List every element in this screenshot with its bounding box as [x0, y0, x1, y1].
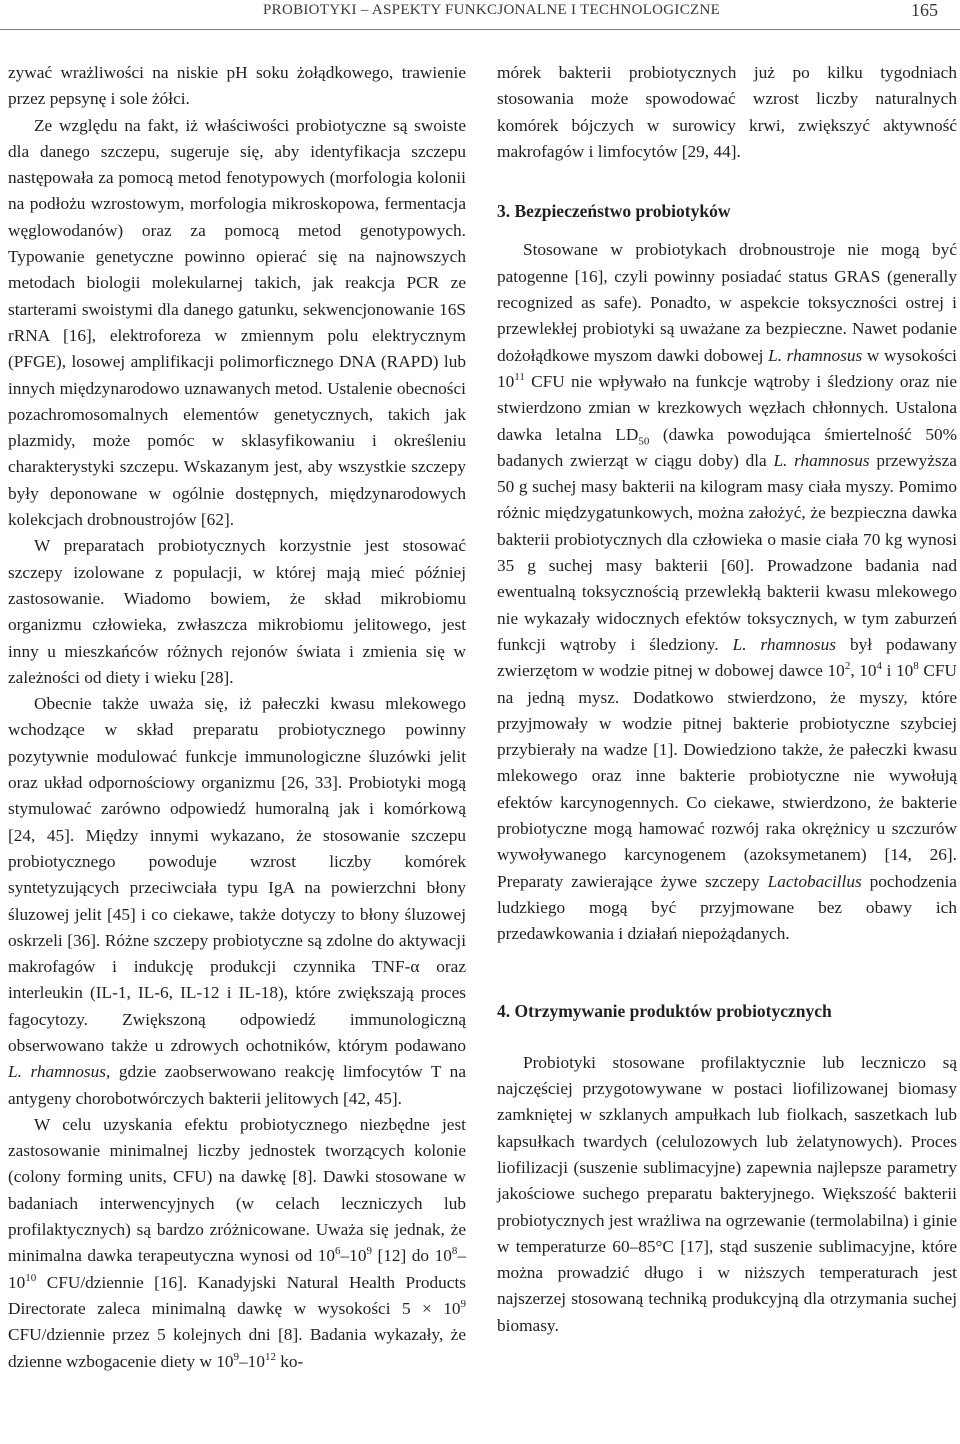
text-run: zywać wrażliwości na niskie pH soku żołądkowego, trawienie przez pepsynę i sole żółci.	[8, 63, 466, 109]
paragraph	[8, 60, 466, 113]
paragraph	[8, 533, 466, 691]
text-run: w wysokości 10	[497, 345, 957, 391]
paragraph	[8, 691, 466, 1112]
text-run: CFU na jedną mysz. Dodatkowo stwierdzono, że myszy, które przyjmowały w wodzie pitnej bakterie probiotyczne szybciej przybierały na wadze [1]. Dowiedziono także, że pałeczki kwasu mlekowego oraz inne bakterie probiotyczne nie wywołują efektów karcynogennych. Co ciekawe, stwierdzono, że bakterie probiotyczne mogą hamować rozwój raka okrężnicy u szczurów wywoływanego karcynogenem (azoksymetanem) [14, 26]. Preparaty zawierające żywe szczepy	[497, 661, 957, 891]
text-run: przewyższa 50 g suchej masy bakterii na kilogram masy ciała myszy. Pomimo różnic międzygatunkowych, można założyć, że bezpieczna dawka bakterii probiotycznych dla człowieka o masie ciała 70 kg wynosi 35 g suchej masy bakterii [60]. Prowadzone badania nad ewentualną toksycznością przewlekłą bakterii kwasu mlekowego nie wykazały widocznych efektów toksycznych, w tym zaburzeń funkcji wątroby i śledziony.	[497, 450, 957, 654]
sup-text: 9	[233, 1350, 240, 1363]
italic-text: L. rhamnosus	[732, 634, 836, 654]
paragraph	[497, 1050, 957, 1339]
sup-text: 12	[264, 1350, 276, 1363]
text-run: W celu uzyskania efektu probiotycznego niezbędne jest zastosowanie minimalnej liczby jednostek tworzących kolonie (colony forming units, CFU) na dawkę [8]. Dawki stosowane w badaniach interwencyjnych (w celach leczniczych lub profilaktycznych) są bardzo zróżnicowane. Uważa się jednak, że minimalna dawka terapeutyczna wynosi od 10	[8, 1114, 466, 1266]
sup-text: 11	[514, 371, 525, 384]
right-text-column	[497, 60, 957, 1339]
sup-text: 6	[335, 1245, 341, 1258]
italic-text: L. rhamnosus	[773, 450, 870, 470]
page-number: 165	[911, 0, 938, 20]
sub-text: 50	[638, 435, 650, 448]
sup-text: 8	[913, 660, 919, 673]
text-run: [12] do 10	[371, 1246, 452, 1266]
italic-text: L. rhamnosus,	[8, 1062, 111, 1082]
sup-text: 4	[876, 660, 883, 673]
italic-text: Lactobacillus	[767, 871, 862, 891]
text-run: 4. Otrzymywanie produktów probiotycznych	[497, 1000, 832, 1021]
paragraph	[497, 237, 957, 947]
text-run: –10	[340, 1246, 367, 1266]
text-run: Ze względu na fakt, iż właściwości probiotyczne są swoiste dla danego szczepu, sugeruje się, aby identyfikacja szczepu następowała za pomocą metod fenotypowych (morfologia kolonii na podłożu wzrostowym, morfologia mikroskopowa, fermentacja węglowodanów) oraz za pomocą metod genotypowych. Typowanie genetyczne powinno opierać się na najnowszych metodach biologii molekularnej takich, jak reakcja PCR ze starterami swoistymi dla danego gatunku, sekwencjonowanie 16S rRNA [16], elektroforeza w zmiennym polu elektrycznym (PFGE), losowej amplifikacji polimorficznego DNA (RAPD) lub innych międzynarodowo uznawanych metod. Ustalenie obecności pozachromosomalnych elementów genetycznych, takich jak plazmidy, może pomóc w sklasyfikowaniu i określeniu charakterystyki szczepu. Wskazanym jest, aby wszystkie szczepy były deponowane w ogólnie dostępnych, międzynarodowych kolekcjach drobnoustrojów [62].	[8, 115, 466, 530]
section-heading	[497, 998, 957, 1024]
page-header	[0, 0, 960, 30]
sup-text: 9	[366, 1245, 372, 1258]
paragraph	[8, 1112, 466, 1375]
header-rule	[0, 29, 960, 30]
paragraph	[8, 113, 466, 534]
running-title: PROBIOTYKI – ASPEKTY FUNKCJONALNE I TECHNOLOGICZNE	[263, 2, 721, 18]
text-run: CFU nie wpływało na funkcje wątroby i śledziony oraz nie stwierdzono zmian w krezkowych węzłach chłonnych. Ustalona dawka letalna LD	[497, 371, 957, 444]
text-run: CFU/dziennie przez 5 kolejnych dni [8]. Badania wykazały, że dzienne wzbogacenie diety w 10	[8, 1325, 466, 1371]
section-heading	[497, 198, 957, 224]
sup-text: 8	[451, 1245, 458, 1258]
text-run: , 10	[850, 661, 877, 681]
text-run: W preparatach probiotycznych korzystnie jest stosować szczepy izolowane z populacji, w której mają mieć później zastosowanie. Wiadomo bowiem, że skład mikrobiomu organizmu człowieka, zwłaszcza mikrobiomu jelitowego, jest inny u mieszkańców różnych rejonów świata i zmienia się w zależności od diety i wieku [28].	[8, 536, 466, 687]
sup-text: 2	[844, 660, 851, 673]
text-run: mórek bakterii probiotycznych już po kilku tygodniach stosowania może spowodować wzrost liczby naturalnych komórek bójczych w surowicy krwi, zwiększyć aktywność makrofagów i limfocytów [29, 44].	[497, 63, 957, 161]
text-run: (dawka powodująca śmiertelność 50% badanych zwierząt w ciągu doby) dla	[497, 424, 957, 470]
left-text-column	[8, 60, 466, 1375]
text-run: gdzie zaobserwowano reakcję limfocytów T na antygeny chorobotwórczych bakterii jelitowych [42, 45].	[8, 1062, 466, 1108]
text-run: był podawany zwierzętom w wodzie pitnej w dobowej dawce 10	[497, 634, 957, 681]
text-run: Stosowane w probiotykach drobnoustroje nie mogą być patogenne [16], czyli powinny posiadać status GRAS (generally recognized as safe). Ponadto, w aspekcie toksyczności ostrej i przewlekłej probiotyki są uważane za bezpieczne. Nawet podanie dożołądkowe myszom dawki dobowej	[497, 240, 957, 365]
text-run: 3. Bezpieczeństwo probiotyków	[497, 201, 731, 222]
text-run: Probiotyki stosowane profilaktycznie lub leczniczo są najczęściej przygotowywane w postaci liofilizowanej biomasy zamkniętej w szklanych ampułkach lub fiolkach, saszetkach lub kapsułkach twardych (celulozowych lub żelatynowych). Proces liofilizacji (suszenie sublimacyjne) zapewnia najlepsze parametry jakościowe suchego preparatu bakteryjnego. Większość bakterii probiotycznych jest wrażliwa na ogrzewanie (termolabilna) i ginie w temperaturze 60–85°C [17], stąd suszenie sublimacyjne, które można prowadzić długo i w niższych temperaturach jest najszerzej stosowaną techniką produkcyjną dla otrzymania suchej biomasy.	[497, 1052, 957, 1335]
sup-text: 10	[25, 1271, 37, 1284]
italic-text: L. rhamnosus	[768, 345, 863, 365]
text-run: CFU/dziennie [16]. Kanadyjski Natural Health Products Directorate zaleca minimalną dawkę w wysokości 5 × 10	[8, 1272, 466, 1318]
text-run: ko-	[275, 1351, 304, 1371]
text-run: –10	[8, 1246, 466, 1292]
sup-text: 9	[460, 1298, 466, 1311]
text-run: Obecnie także uważa się, iż pałeczki kwasu mlekowego wchodzące w skład preparatu probiotycznego powinny pozytywnie modulować funkcje immunologiczne śluzówki jelit oraz układ odpornościowy organizmu [26, 33]. Probiotyki mogą stymulować zarówno odpowiedź humoralną jak i komórkową [24, 45]. Między innymi wykazano, że stosowanie szczepu probiotycznego powoduje wzrost liczby komórek syntetyzujących przeciwciała typu IgA na powierzchni błony śluzowej jelit [45] i co ciekawe, także dotyczy to błony śluzowej oskrzeli [36]. Różne szczepy probiotyczne są zdolne do aktywacji makrofagów i indukcję produkcji czynnika TNF-α oraz interleukin (IL-1, IL-6, IL-12 i IL-18), które zwiększają proces fagocytozy. Zwiększoną odpowiedź immunologiczną obserwowano także u zdrowych ochotników, którym podawano	[8, 694, 466, 1055]
text-run: i 10	[882, 661, 914, 681]
paragraph	[497, 60, 957, 165]
text-run: –10	[239, 1351, 265, 1371]
text-run: pochodzenia ludzkiego mogą być przyjmowane bez obawy ich przedawkowania i działań niepożądanych.	[497, 871, 957, 944]
